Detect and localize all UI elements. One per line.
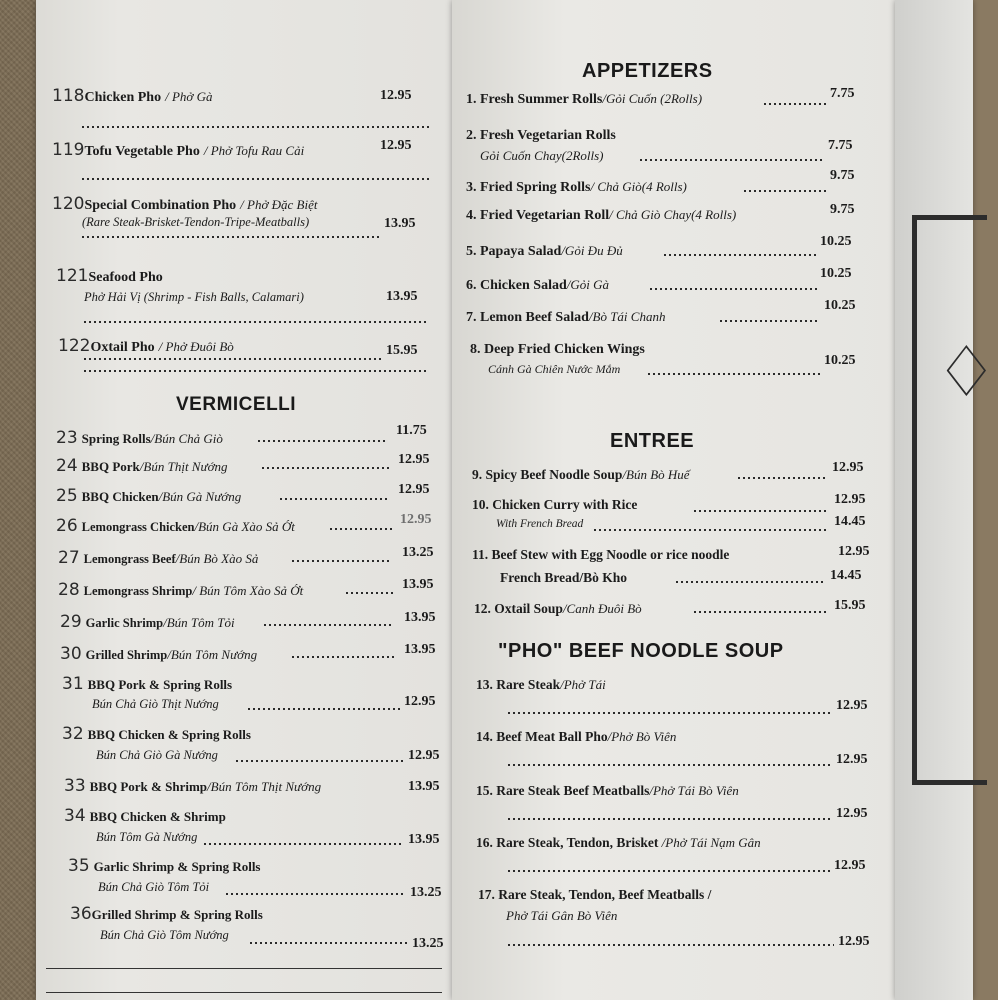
menu-item-24	[56, 456, 228, 476]
menu-item-121	[56, 266, 163, 286]
section-heading-pho: "PHO" BEEF NOODLE SOUP	[498, 640, 784, 662]
leader-dots	[236, 760, 404, 762]
item-name: Lemongrass Chicken	[81, 520, 195, 534]
leader-dots	[82, 126, 432, 128]
item-name: 1. Fresh Summer Rolls	[466, 92, 603, 107]
item-vn: /Phở Bò Viên	[607, 729, 677, 744]
item-vn: /Bún Bò Huế	[622, 467, 690, 482]
item-description: French Bread/Bò Kho	[500, 570, 628, 585]
item-name: Garlic Shrimp	[85, 616, 164, 630]
item-number: 25	[56, 486, 78, 506]
leader-dots	[508, 944, 834, 946]
item-price: 10.25	[824, 298, 856, 313]
item-price: 12.95	[832, 460, 864, 475]
leader-dots	[694, 611, 828, 613]
item-name: 14. Beef Meat Ball Pho	[476, 729, 608, 744]
item-description: Bún Chả Giò Tôm Nướng	[100, 928, 229, 942]
item-number: 118	[52, 86, 85, 106]
menu-item-29	[60, 612, 235, 632]
item-name: BBQ Chicken & Shrimp	[89, 809, 226, 824]
leader-dots	[508, 818, 832, 820]
leader-dots	[280, 498, 390, 500]
item-vn: / Phở Tofu Rau Cải	[203, 143, 305, 158]
item-name: 10. Chicken Curry with Rice	[472, 497, 638, 512]
item-number: 32	[62, 724, 84, 744]
menu-item-118	[52, 86, 212, 106]
item-vn: /Bún Tôm Thịt Nướng	[207, 779, 322, 794]
item-name: Grilled Shrimp & Spring Rolls	[91, 907, 263, 922]
item-vn: /Bún Gà Xào Sả Ớt	[194, 519, 295, 534]
item-price: 9.75	[830, 202, 855, 217]
item-price: 13.25	[412, 936, 444, 951]
item-vn: /Bún Thịt Nướng	[139, 459, 228, 474]
entree-11	[472, 546, 729, 564]
leader-dots	[82, 178, 432, 180]
item-name: 2. Fresh Vegetarian Rolls	[466, 128, 616, 143]
item-name: Grilled Shrimp	[85, 648, 168, 662]
item-description: Bún Chả Giò Gà Nướng	[96, 748, 218, 762]
item-name: 5. Papaya Salad	[466, 244, 562, 259]
item-vn: /Phở Tái Bò Viên	[649, 783, 739, 798]
item-sub-price: 14.45	[830, 568, 862, 583]
item-name: Lemongrass Beef	[83, 552, 176, 566]
leader-dots	[226, 893, 406, 895]
item-price: 12.95	[398, 452, 430, 467]
entree-9	[472, 466, 690, 484]
item-price: 12.95	[408, 748, 440, 763]
item-vn: /Phở Tái	[560, 677, 606, 692]
item-price: 15.95	[386, 343, 418, 358]
leader-dots	[744, 190, 828, 192]
item-price: 9.75	[830, 168, 855, 183]
leader-dots	[258, 440, 386, 442]
menu-item-25	[56, 486, 241, 506]
leader-dots	[594, 529, 826, 531]
item-price: 12.95	[380, 88, 412, 103]
leader-dots	[84, 321, 429, 323]
item-price: 13.95	[386, 289, 418, 304]
item-number: 121	[56, 266, 89, 286]
item-price: 12.95	[836, 698, 868, 713]
menu-item-33	[64, 776, 321, 796]
item-sub-price: 14.45	[834, 514, 866, 529]
item-price: 12.95	[380, 138, 412, 153]
item-name: 4. Fried Vegetarian Roll	[466, 208, 610, 223]
item-vn: /Bún Bò Xào Sả	[175, 551, 259, 566]
leader-dots	[694, 510, 828, 512]
item-vn: /Bún Tôm Tỏi	[163, 615, 235, 630]
item-vn: /Gỏi Cuốn (2Rolls)	[602, 91, 703, 106]
item-vn: /Bún Chả Giò	[150, 431, 223, 446]
item-price: 11.75	[396, 423, 427, 438]
leader-dots	[720, 320, 820, 322]
leader-dots	[84, 358, 384, 360]
leader-dots	[84, 370, 429, 372]
item-number: 26	[56, 516, 78, 536]
item-vn: /Gỏi Gà	[566, 277, 609, 292]
item-price: 7.75	[828, 138, 853, 153]
item-price: 13.95	[408, 779, 440, 794]
item-price: 13.95	[404, 610, 436, 625]
leader-dots	[764, 103, 828, 105]
item-name: Garlic Shrimp & Spring Rolls	[93, 859, 261, 874]
item-number: 35	[68, 856, 90, 876]
item-price: 12.95	[834, 492, 866, 507]
pho-15	[476, 782, 739, 800]
entree-12	[474, 600, 642, 618]
item-vn: / Bún Tôm Xào Sả Ớt	[192, 583, 304, 598]
item-name: 13. Rare Steak	[476, 677, 561, 692]
item-price: 13.25	[410, 885, 442, 900]
item-vn: / Phở Gà	[165, 89, 213, 104]
item-name: 11. Beef Stew with Egg Noodle or rice noodle	[472, 547, 730, 562]
pho-16	[476, 834, 761, 852]
item-number: 119	[52, 140, 85, 160]
item-price: 12.95	[398, 482, 430, 497]
item-price: 12.95	[834, 858, 866, 873]
item-price: 12.95	[836, 752, 868, 767]
item-name: Spring Rolls	[81, 431, 151, 446]
item-description: Cánh Gà Chiên Nước Mắm	[488, 362, 621, 376]
leader-dots	[330, 528, 392, 530]
pho-17	[478, 886, 711, 904]
leader-dots	[648, 373, 822, 375]
item-name: BBQ Pork	[81, 459, 140, 474]
item-price: 12.95	[836, 806, 868, 821]
item-name: 17. Rare Steak, Tendon, Beef Meatballs /	[478, 887, 712, 902]
menu-item-27	[58, 548, 258, 568]
item-number: 33	[64, 776, 86, 796]
item-name: Tofu Vegetable Pho	[84, 144, 200, 159]
item-description: Bún Chả Giò Thịt Nướng	[92, 697, 219, 711]
item-price: 10.25	[824, 353, 856, 368]
item-number: 31	[62, 674, 84, 694]
item-name: BBQ Chicken	[81, 489, 159, 504]
item-name: Seafood Pho	[88, 270, 163, 285]
entree-10	[472, 496, 637, 514]
leader-dots	[264, 624, 394, 626]
item-name: Oxtail Pho	[90, 340, 155, 355]
item-name: Chicken Pho	[84, 90, 162, 105]
item-name: 16. Rare Steak, Tendon, Brisket	[476, 835, 659, 850]
item-vn: / Chả Giò Chay(4 Rolls)	[609, 207, 737, 222]
item-description: Bún Tôm Gà Nướng	[96, 830, 198, 844]
item-description: With French Bread	[496, 518, 584, 530]
leader-dots	[676, 581, 826, 583]
leader-dots	[292, 560, 392, 562]
item-description: Phở Hải Vị (Shrimp - Fish Balls, Calamari)	[84, 290, 304, 304]
item-description: Phở Tái Gân Bò Viên	[506, 908, 618, 923]
item-number: 27	[58, 548, 80, 568]
logo-frame	[912, 215, 987, 785]
item-number: 34	[64, 806, 86, 826]
leader-dots	[664, 254, 818, 256]
item-vn: /Phở Tái Nạm Gân	[658, 835, 761, 850]
appetizer-7	[466, 308, 665, 326]
appetizer-5	[466, 242, 623, 260]
item-price: 10.25	[820, 266, 852, 281]
item-name: 8. Deep Fried Chicken Wings	[470, 342, 645, 357]
item-price: 13.95	[384, 216, 416, 231]
menu-item-28	[58, 580, 303, 600]
pho-14	[476, 728, 676, 746]
item-number: 36	[70, 904, 92, 924]
item-name: 7. Lemon Beef Salad	[466, 310, 589, 325]
appetizer-1	[466, 90, 702, 108]
item-name: BBQ Pork & Shrimp	[89, 779, 208, 794]
menu-item-26	[56, 516, 295, 536]
leader-dots	[346, 592, 394, 594]
item-price: 12.95	[400, 512, 432, 527]
item-name: 3. Fried Spring Rolls	[466, 180, 591, 195]
leader-dots	[508, 712, 832, 714]
appetizer-4	[466, 206, 736, 224]
leader-dots	[250, 942, 410, 944]
item-price: 12.95	[838, 544, 870, 559]
leader-dots	[738, 477, 828, 479]
item-price: 13.95	[402, 577, 434, 592]
item-vn: /Canh Đuôi Bò	[562, 601, 642, 616]
item-description: (Rare Steak-Brisket-Tendon-Tripe-Meatballs)	[82, 215, 310, 229]
menu-item-35	[68, 856, 261, 876]
item-number: 29	[60, 612, 82, 632]
item-vn: /Bò Tái Chanh	[588, 309, 666, 324]
item-vn: / Chả Giò(4 Rolls)	[590, 179, 687, 194]
leader-dots	[640, 159, 822, 161]
divider-line	[46, 992, 442, 993]
divider-line	[46, 968, 442, 969]
item-number: 24	[56, 456, 78, 476]
leader-dots	[292, 656, 394, 658]
item-name: 6. Chicken Salad	[466, 278, 567, 293]
item-vn: /Gỏi Đu Đủ	[561, 243, 623, 258]
item-price: 10.25	[820, 234, 852, 249]
menu-item-122	[58, 336, 234, 356]
appetizer-6	[466, 276, 609, 294]
menu-item-120	[52, 194, 318, 214]
menu-item-31	[62, 674, 232, 694]
leader-dots	[508, 764, 832, 766]
appetizer-3	[466, 178, 687, 196]
menu-item-119	[52, 140, 304, 160]
appetizer-2	[466, 126, 616, 144]
item-vn: /Bún Gà Nướng	[158, 489, 242, 504]
item-price: 13.25	[402, 545, 434, 560]
logo-mark-icon: ♢	[935, 330, 998, 413]
item-price: 13.95	[408, 832, 440, 847]
leader-dots	[248, 708, 400, 710]
leader-dots	[82, 236, 382, 238]
leader-dots	[262, 467, 390, 469]
item-price: 12.95	[838, 934, 870, 949]
appetizer-8	[470, 340, 645, 358]
item-number: 120	[52, 194, 85, 214]
item-price: 12.95	[404, 694, 436, 709]
item-number: 23	[56, 428, 78, 448]
item-vn: /Bún Tôm Nướng	[167, 647, 258, 662]
menu-item-30	[60, 644, 257, 664]
leader-dots	[650, 288, 818, 290]
leader-dots	[508, 870, 830, 872]
item-description: Bún Chả Giò Tôm Tỏi	[98, 880, 210, 894]
item-name: 9. Spicy Beef Noodle Soup	[472, 467, 623, 482]
item-vn: / Phở Đặc Biệt	[240, 197, 318, 212]
item-name: Special Combination Pho	[84, 198, 237, 213]
menu-item-34	[64, 806, 226, 826]
menu-item-23	[56, 428, 223, 448]
item-name: 12. Oxtail Soup	[474, 601, 563, 616]
item-number: 30	[60, 644, 82, 664]
leader-dots	[204, 843, 404, 845]
menu-item-36	[70, 904, 263, 924]
item-name: BBQ Chicken & Spring Rolls	[87, 727, 251, 742]
item-description: Gỏi Cuốn Chay(2Rolls)	[480, 148, 604, 163]
item-price: 7.75	[830, 86, 855, 101]
item-price: 15.95	[834, 598, 866, 613]
section-heading-vermicelli: VERMICELLI	[176, 394, 297, 415]
item-name: Lemongrass Shrimp	[83, 584, 193, 598]
item-name: 15. Rare Steak Beef Meatballs	[476, 783, 650, 798]
section-heading-appetizers: APPETIZERS	[582, 60, 713, 82]
menu-item-32	[62, 724, 251, 744]
item-price: 13.95	[404, 642, 436, 657]
section-heading-entree: ENTREE	[610, 430, 695, 452]
item-number: 122	[58, 336, 91, 356]
item-number: 28	[58, 580, 80, 600]
item-vn: / Phở Đuôi Bò	[158, 339, 234, 354]
item-name: BBQ Pork & Spring Rolls	[87, 677, 233, 692]
pho-13	[476, 676, 606, 694]
